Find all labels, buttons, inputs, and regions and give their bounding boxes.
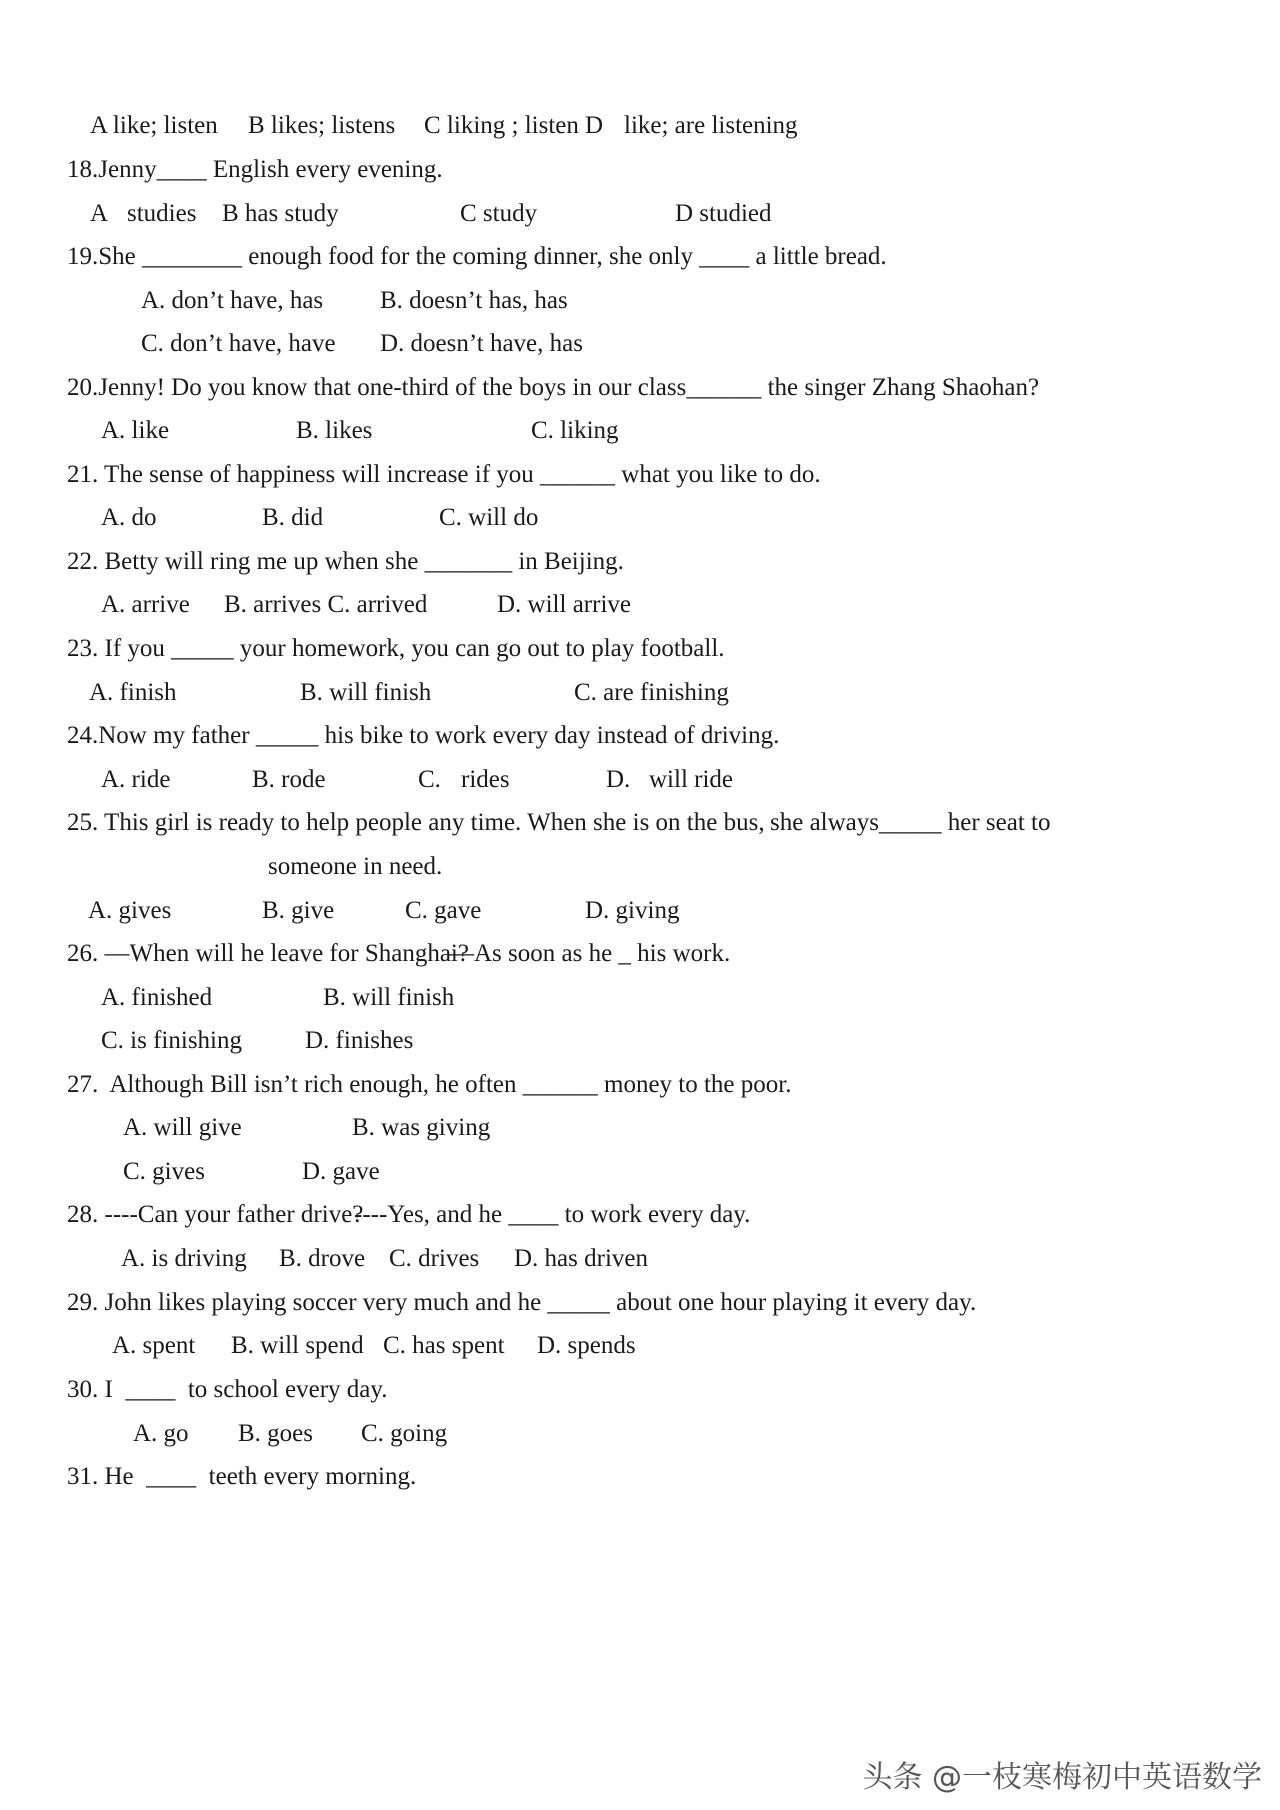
q18-option-c: C study <box>460 200 538 227</box>
q22-option-a: A. arrive <box>101 591 190 618</box>
q30-option-b: B. goes <box>238 1420 313 1447</box>
q26-option-c: C. is finishing <box>101 1027 242 1054</box>
q27-option-d: D. gave <box>302 1158 380 1185</box>
q29-option-b: B. will spend <box>231 1332 364 1359</box>
question-28-stem-right: ----Yes, and he ____ to work every day. <box>354 1201 751 1228</box>
question-22-stem: 22. Betty will ring me up when she _______ in Beijing. <box>67 548 624 575</box>
prev-option-d-letter: D <box>585 112 604 139</box>
q25-option-a: A. gives <box>88 897 172 924</box>
q21-option-c: C. will do <box>439 504 539 531</box>
q19-option-c: C. don’t have, have <box>141 330 336 357</box>
q29-option-c: C. has spent <box>383 1332 505 1359</box>
prev-option-c: C liking ; listen <box>424 112 579 139</box>
q26-option-a: A. finished <box>101 984 213 1011</box>
q22-option-b-c: B. arrives C. arrived <box>224 591 428 618</box>
q21-option-b: B. did <box>262 504 324 531</box>
question-27-stem: 27. Although Bill isn’t rich enough, he often ______ money to the poor. <box>67 1071 792 1098</box>
q28-option-c: C. drives <box>389 1245 480 1272</box>
q20-option-a: A. like <box>101 417 170 444</box>
question-29-stem: 29. John likes playing soccer very much and he _____ about one hour playing it every day. <box>67 1289 977 1316</box>
question-24-stem: 24.Now my father _____ his bike to work every day instead of driving. <box>67 722 780 749</box>
question-25-stem-cont: someone in need. <box>268 853 443 880</box>
q25-option-c: C. gave <box>405 897 482 924</box>
q30-option-c: C. going <box>361 1420 448 1447</box>
q18-option-a-letter: A <box>90 200 109 227</box>
q27-option-a: A. will give <box>123 1114 242 1141</box>
q28-option-d: D. has driven <box>514 1245 648 1272</box>
question-20-stem: 20.Jenny! Do you know that one-third of the boys in our class______ the singer Zhang Shaohan? <box>67 374 1040 401</box>
q23-option-a: A. finish <box>89 679 177 706</box>
q24-option-d-letter: D. <box>606 766 631 793</box>
question-28-stem: 28. ----Can your father drive? <box>67 1201 364 1228</box>
prev-option-b: B likes; listens <box>248 112 396 139</box>
q26-option-d: D. finishes <box>305 1027 414 1054</box>
prev-option-a: A like; listen <box>90 112 218 139</box>
question-26-stem: 26. —When will he leave for Shanghai? <box>67 940 469 967</box>
q21-option-a: A. do <box>101 504 157 531</box>
q29-option-a: A. spent <box>112 1332 196 1359</box>
q19-option-b: B. doesn’t has, has <box>380 287 568 314</box>
q24-option-d-text: will ride <box>649 766 734 793</box>
q26-option-b: B. will finish <box>323 984 455 1011</box>
question-30-stem: 30. I ____ to school every day. <box>67 1376 388 1403</box>
q29-option-d: D. spends <box>537 1332 636 1359</box>
watermark: 头条 @一枝寒梅初中英语数学 <box>862 1760 1262 1795</box>
question-18-stem: 18.Jenny____ English every evening. <box>67 156 443 183</box>
question-25-stem-right: she always_____ her seat to <box>770 809 1051 836</box>
q23-option-b: B. will finish <box>300 679 432 706</box>
question-21-stem: 21. The sense of happiness will increase if you ______ what you like to do. <box>67 461 821 488</box>
q18-option-d: D studied <box>675 200 772 227</box>
q24-option-c-text: rides <box>461 766 510 793</box>
q25-option-b: B. give <box>262 897 335 924</box>
q28-option-a: A. is driving <box>121 1245 247 1272</box>
q28-option-b: B. drove <box>279 1245 366 1272</box>
prev-option-d-text: like; are listening <box>624 112 798 139</box>
q20-option-b: B. likes <box>296 417 373 444</box>
q20-option-c: C. liking <box>531 417 619 444</box>
question-25-stem: 25. This girl is ready to help people any time. When she is on the bus, <box>67 809 765 836</box>
q27-option-b: B. was giving <box>352 1114 491 1141</box>
q27-option-c: C. gives <box>123 1158 205 1185</box>
question-31-stem: 31. He ____ teeth every morning. <box>67 1463 417 1490</box>
question-23-stem: 23. If you _____ your homework, you can go out to play football. <box>67 635 725 662</box>
question-26-stem-right: —As soon as he _ his work. <box>449 940 731 967</box>
q23-option-c: C. are finishing <box>574 679 729 706</box>
q24-option-a: A. ride <box>101 766 171 793</box>
q22-option-d: D. will arrive <box>497 591 631 618</box>
q24-option-b: B. rode <box>252 766 326 793</box>
q24-option-c-letter: C. <box>418 766 441 793</box>
q30-option-a: A. go <box>133 1420 189 1447</box>
question-19-stem: 19.She ________ enough food for the coming dinner, she only ____ a little bread. <box>67 243 887 270</box>
q18-option-b: B has study <box>222 200 339 227</box>
q19-option-d: D. doesn’t have, has <box>380 330 583 357</box>
q18-option-a-text: studies <box>127 200 197 227</box>
q25-option-d: D. giving <box>585 897 680 924</box>
q19-option-a: A. don’t have, has <box>141 287 324 314</box>
